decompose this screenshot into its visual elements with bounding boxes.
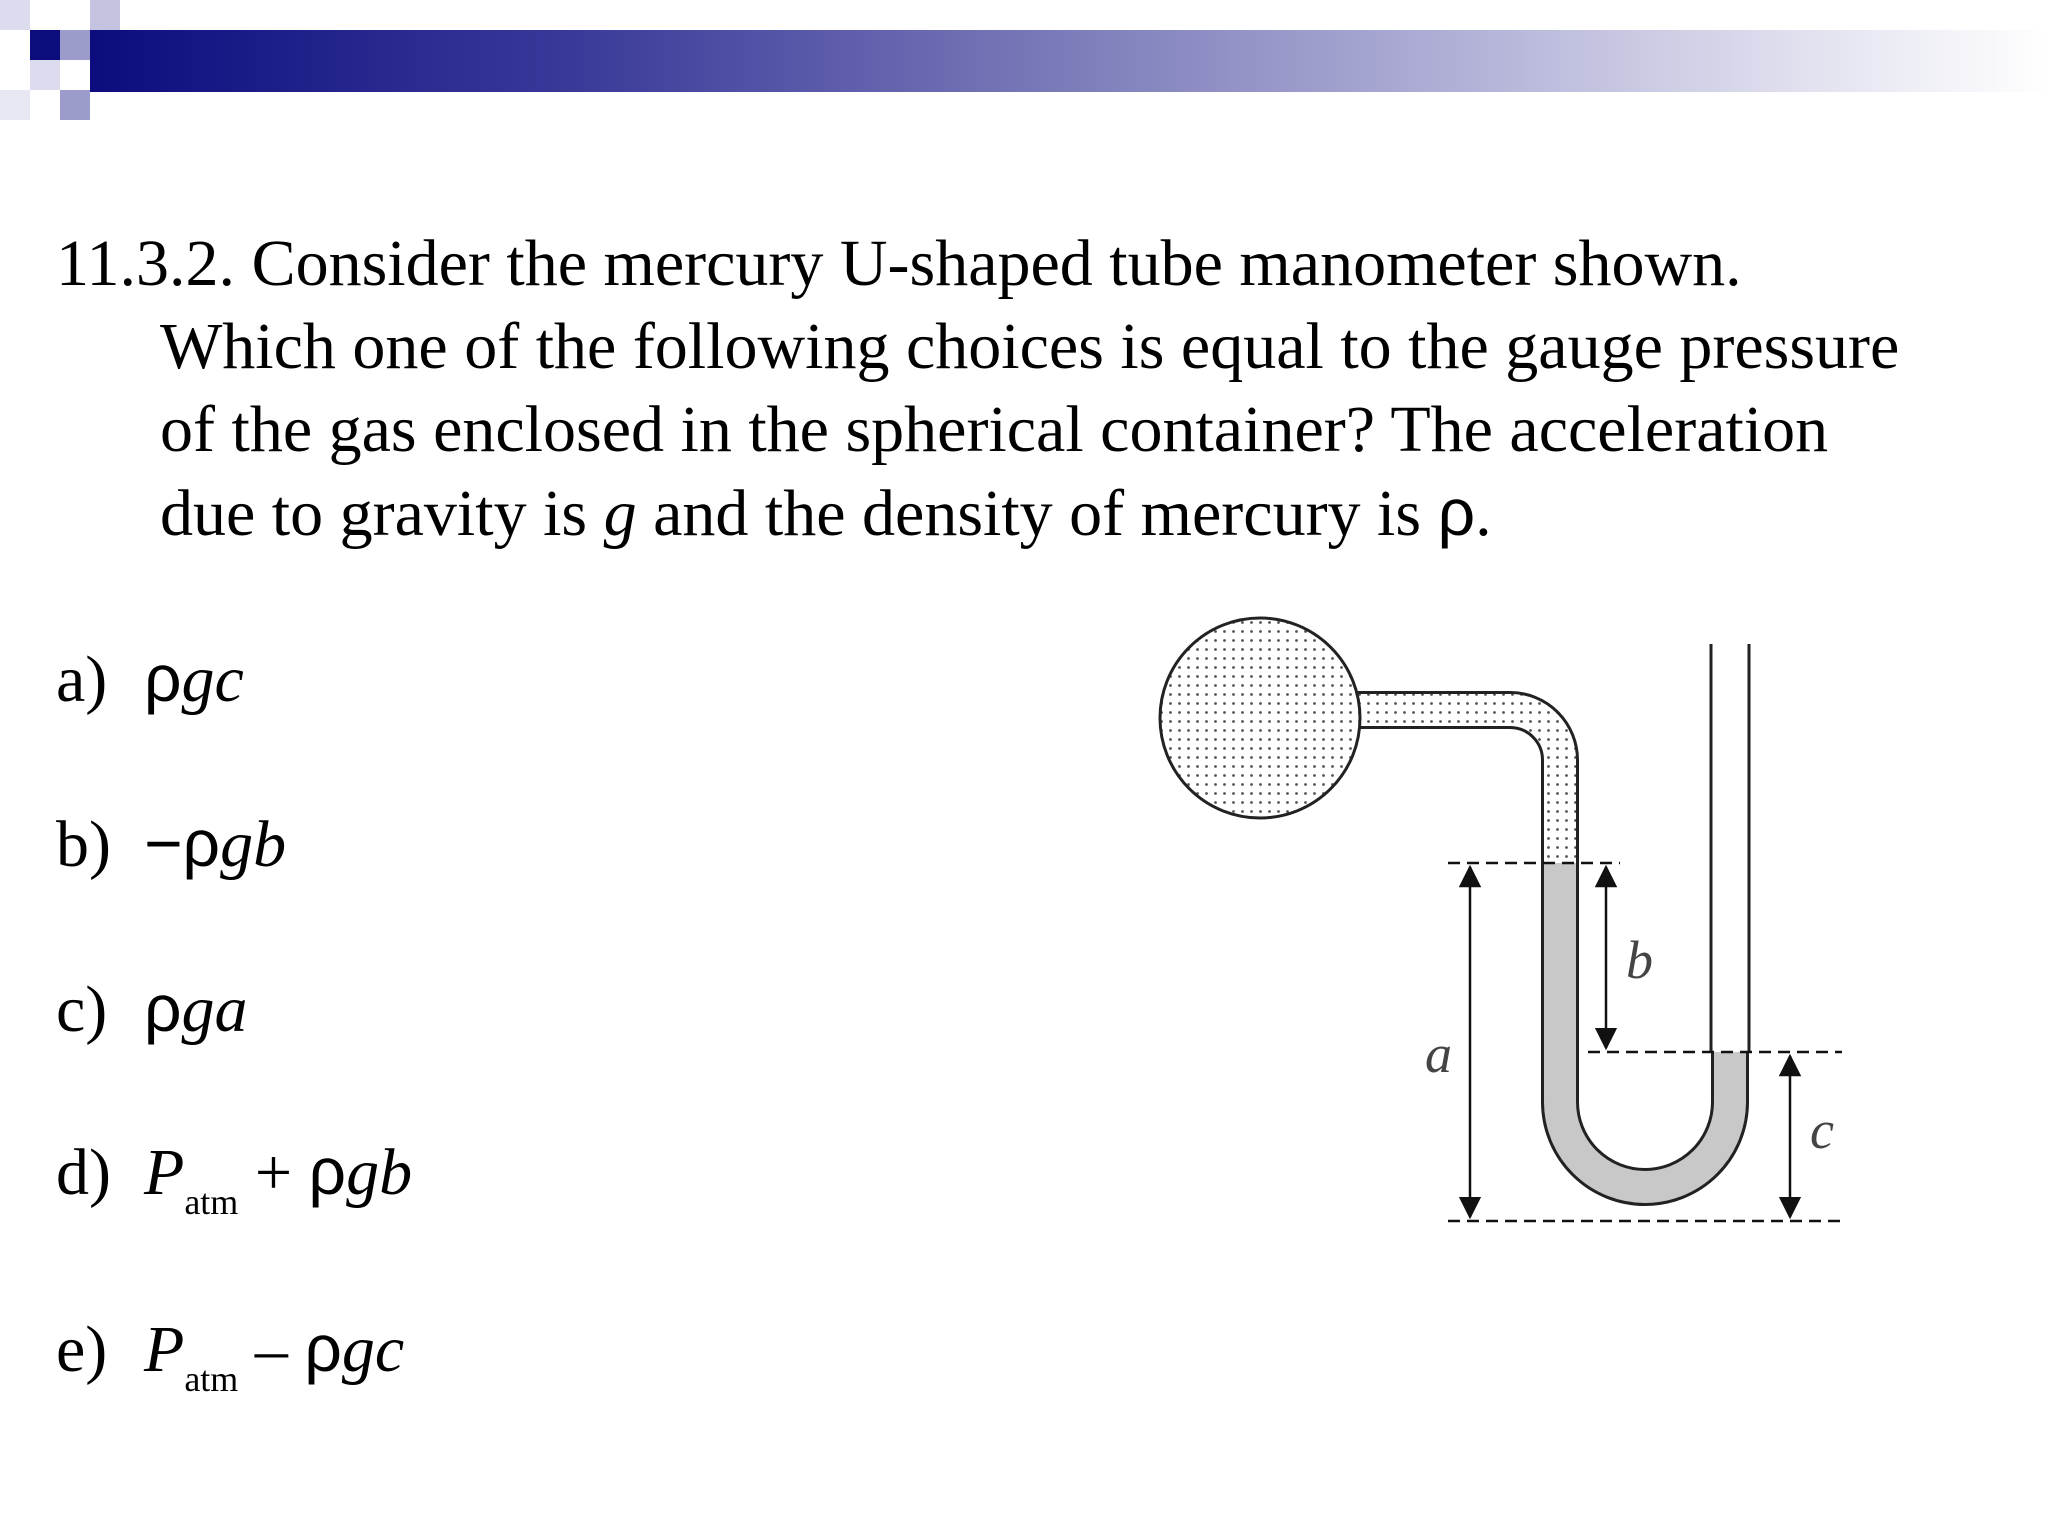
header-square (30, 60, 60, 90)
manometer-diagram (1130, 600, 1910, 1260)
header-square (60, 30, 90, 60)
choice-e: e) $P_{atm}$ – ρgc (56, 1311, 405, 1399)
header-square (90, 0, 120, 30)
choice-d: d) $P_{atm} + \rho gb$ (56, 1134, 413, 1222)
label-a: a (1425, 1024, 1452, 1084)
label-b: b (1626, 930, 1653, 990)
choice-b: b) −ρgb (56, 806, 287, 881)
question-text (56, 222, 2016, 555)
choice-c: c) ρga (56, 971, 248, 1046)
header-square (0, 0, 30, 30)
question-line-4: due to gravity is g and the density of mercury is ρ. (160, 475, 1492, 550)
question-line-2: Which one of the following choices is equal to the gauge pressure (160, 310, 1900, 383)
question-line-1: 11.3.2. Consider the mercury U-shaped tube manometer shown. (56, 227, 1742, 300)
header-square (30, 30, 60, 60)
choice-a: a) ρgc (56, 641, 244, 716)
mercury-column (1560, 863, 1730, 1187)
question-line-3: of the gas enclosed in the spherical container? The acceleration (160, 393, 1829, 466)
label-c: c (1810, 1100, 1834, 1160)
header-square (60, 90, 90, 120)
question-number: 11.3.2. (56, 227, 236, 300)
spherical-gas-container (1160, 618, 1360, 818)
header-square (0, 90, 30, 120)
header-gradient-band (90, 30, 2048, 92)
